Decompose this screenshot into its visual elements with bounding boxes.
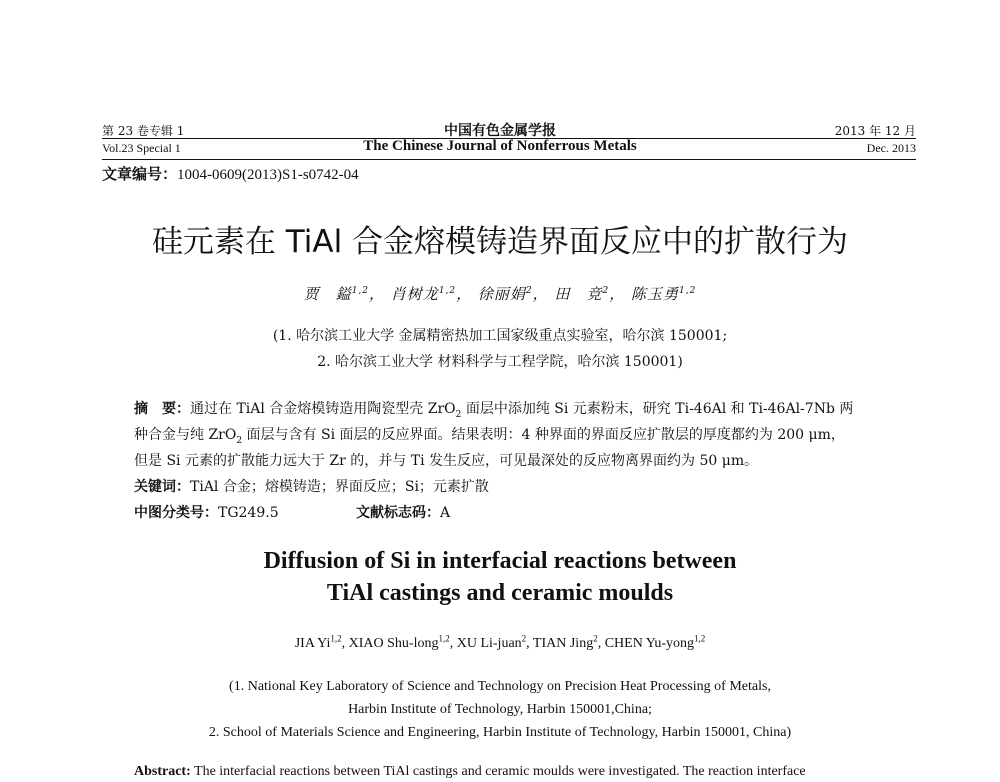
volume-cn: 第 23 卷专辑 1 [102,124,185,138]
article-number-label: 文章编号： [102,165,178,183]
subscript: 2 [455,409,462,420]
journal-title-cn: 中国有色金属学报 [444,123,556,139]
author-en-affil: 2 [593,633,598,644]
classification-value: TG249.5 [218,505,279,521]
affiliation-en: Harbin Institute of Technology, Harbin 150001,China; [348,702,652,717]
abstract-en-label: Abstract: [134,764,191,779]
author-separator: , [341,636,349,651]
title-cn: 硅元素在 TiAl 合金熔模铸造界面反应中的扩散行为 [151,224,849,260]
affiliation-cn: (1. 哈尔滨工业大学 金属精密热加工国家级重点实验室，哈尔滨 150001; [272,328,728,344]
affiliation-cn: 2. 哈尔滨工业大学 材料科学与工程学院，哈尔滨 150001) [317,354,683,370]
author-en-affil: 1,2 [438,633,450,644]
abstract-cn-text: 通过在 TiAl 合金熔模铸造用陶瓷型壳 ZrO [190,401,456,417]
abstract-cn-line [134,424,845,444]
authors-en [0,633,1000,652]
author-en: TIAN Jing [532,636,594,651]
abstract-en-text: The interfacial reactions between TiAl castings and ceramic moulds were investigated. The reaction interface [194,764,806,779]
author-en: JIA Yi [294,636,331,651]
abstract-cn-text: 但是 Si 元素的扩散能力远大于 Zr 的，并与 Ti 发生反应，可见最深处的反应物离界面约为 50 μm。 [134,453,759,469]
doc-code [356,502,450,522]
affiliation-en: (1. National Key Laboratory of Science and Technology on Precision Heat Processing of Metals, [229,679,771,694]
keywords-cn-value: TiAl 合金；熔模铸造；界面反应；Si；元素扩散 [190,479,489,495]
abstract-en [134,764,806,780]
header-rule-thin [102,138,916,139]
author-en-affil: 2 [521,633,527,644]
abstract-cn-text: 种合金与纯 ZrO [134,427,237,443]
author-separator: , [526,636,533,651]
title-en-line1: Diffusion of Si in interfacial reactions between [263,548,737,574]
author-en: XIAO Shu-long [348,636,439,651]
header-rule [102,159,916,160]
date-en: Dec. 2013 [866,141,916,155]
subscript: 2 [236,435,243,446]
abstract-cn-line [134,398,853,418]
author-cn-affil: 2 [525,286,533,296]
abstract-cn-label: 摘 要： [134,401,190,417]
author-en-affil: 1,2 [694,633,706,644]
author-cn-affil: 1,2 [351,286,370,296]
author-cn-affil: 1,2 [438,286,457,296]
article-number-value: 1004-0609(2013)S1-s0742-04 [177,167,359,183]
doc-code-label: 文献标志码： [356,505,440,521]
abstract-cn-text: 面层与含有 Si 面层的反应界面。结果表明：4 种界面的界面反应扩散层的厚度都约为 200 μm， [242,427,845,443]
article-number [102,163,359,184]
volume-en: Vol.23 Special 1 [102,141,181,155]
author-separator: , [597,636,605,651]
authors-cn: 贾 鎰$^{1,2}$， 肖树龙$^{1,2}$， 徐丽娟$^2$， 田 竞$^2$， 陈玉勇$^{1,2}$ [303,285,697,303]
author-en: XU Li-juan [456,636,522,651]
doc-code-value: A [440,505,451,521]
journal-title-en: The Chinese Journal of Nonferrous Metals [363,138,637,154]
author-cn: 徐丽娟 [477,285,526,303]
title-en-line2: TiAl castings and ceramic moulds [326,580,674,606]
abstract-cn-line [134,450,758,470]
keywords-cn [134,476,489,496]
date-cn: 2013 年 12 月 [834,124,916,138]
classification [134,502,279,522]
affiliation-en: 2. School of Materials Science and Engineering, Harbin Institute of Technology, Harbin 150001, China) [208,725,792,740]
author-en: CHEN Yu-yong [604,636,695,651]
abstract-cn-text: 面层中添加纯 Si 元素粉末，研究 Ti-46Al 和 Ti-46Al-7Nb 两 [461,401,854,417]
author-cn-affil: 2 [602,286,610,296]
author-cn: 肖树龙 [390,285,439,303]
author-cn-affil: 1,2 [679,286,697,296]
author-separator: , [449,636,457,651]
author-en-affil: 1,2 [330,633,342,644]
author-cn: 陈玉勇 [630,285,679,303]
author-cn: 田 竞 [554,285,603,303]
author-cn: 贾 鎰 [303,285,352,303]
classification-label: 中图分类号： [134,505,218,521]
keywords-cn-label: 关键词： [134,479,190,495]
